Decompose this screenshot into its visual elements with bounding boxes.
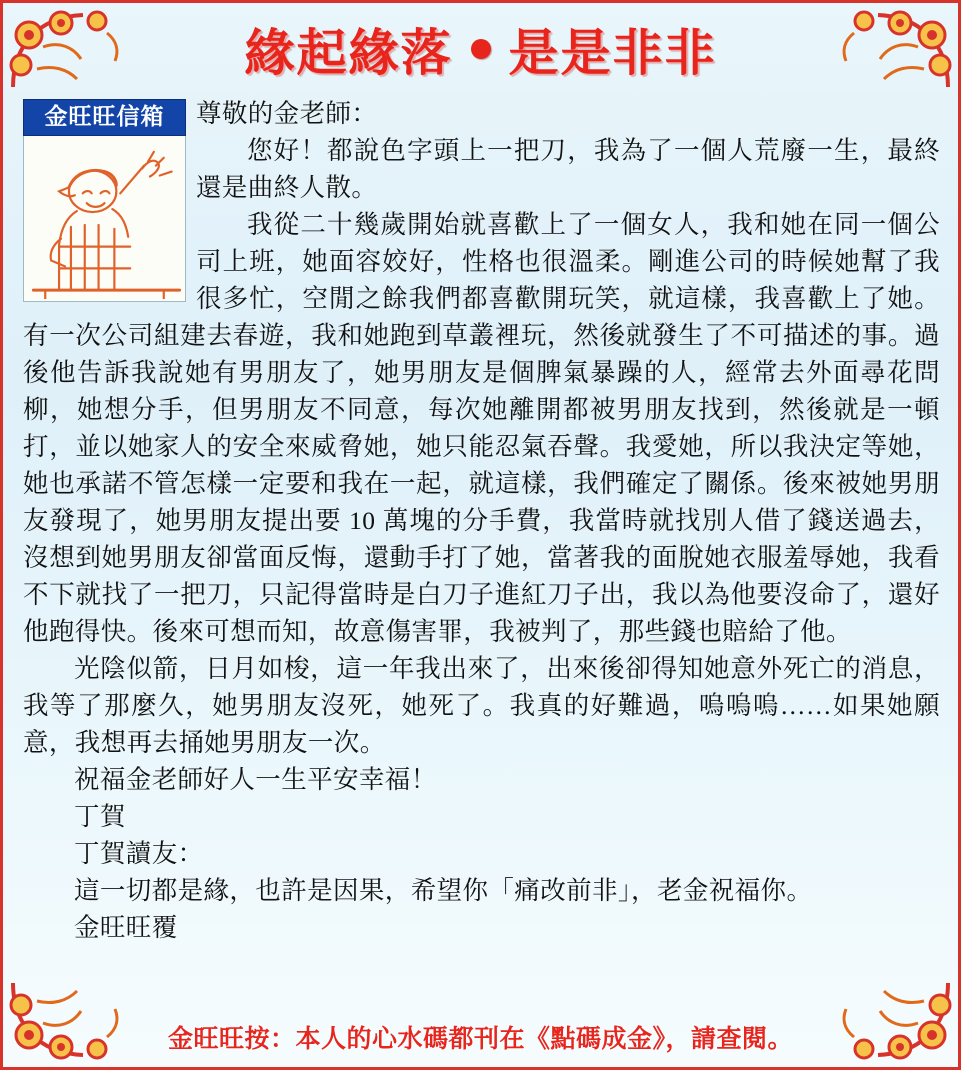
letter-salutation: 尊敬的金老師：	[196, 99, 378, 128]
page-title-right: 是是非非	[508, 25, 717, 81]
letter-paragraph: 祝福金老師好人一生平安幸福！	[74, 765, 437, 794]
letter-paragraph: 我從二十幾歲開始就喜歡上了一個女人，我和她在同一個公司上班，她面容姣好，性格也很溫柔。剛進公司的時候她幫了我很多忙，空閒之餘我們都喜歡開玩笑，就這樣，我喜歡上了她。有一次公司組建去春遊，我和她跑到草叢裡玩，然後就發生了不可描述的事。過後他告訴我說她有男朋友了，她男朋友是個脾氣暴躁的人，經常去外面尋花問柳，她想分手，但男朋友不同意，每次她離開都被男朋友找到，然後就是一頓打，並以她家人的安全來威脅她，她只能忍氣吞聲。我愛她，所以我決定等她，她也承諾不管怎樣一定要和我在一起，就這樣，我們確定了關係。後來被她男朋友發現了，她男朋友提出要 10 萬塊的分手費，我當時就找別人借了錢送過去，沒想到她男朋友卻當面反悔，還動手打了她，當著我的面脫她衣服羞辱她，我看不下就找了一把刀，只記得當時是白刀子進紅刀子出，我以為他要沒命了，還好他跑得快。後來可想而知，故意傷害罪，我被判了，那些錢也賠給了他。	[23, 210, 940, 646]
letter-paragraph: 光陰似箭，日月如梭，這一年我出來了，出來後卻得知她意外死亡的消息，我等了那麼久，她男朋友沒死，她死了。我真的好難過，嗚嗚嗚……如果她願意，我想再去捅她男朋友一次。	[23, 654, 940, 757]
letter-paragraph: 您好！都說色字頭上一把刀，我為了一個人荒廢一生，最終還是曲終人散。	[196, 136, 940, 202]
man-raising-hand-icon	[24, 136, 185, 299]
reply-signature: 金旺旺覆	[74, 913, 178, 942]
title-separator-dot-icon	[471, 39, 491, 59]
mascot-illustration	[23, 136, 186, 302]
mascot-block	[23, 99, 186, 302]
column-content	[3, 95, 958, 946]
reply-addressee: 丁賀讀友：	[74, 839, 204, 868]
page-title-left: 緣起緣落	[244, 25, 453, 81]
editor-note: 金旺旺按：本人的心水碼都刊在《點碼成金》，請查閱。	[167, 1026, 793, 1053]
page-title	[3, 3, 958, 95]
reply-body: 這一切都是緣，也許是因果，希望你「痛改前非」，老金祝福你。	[74, 876, 813, 905]
letter-signature: 丁賀	[74, 802, 126, 831]
mascot-label: 金旺旺信箱	[23, 99, 186, 136]
